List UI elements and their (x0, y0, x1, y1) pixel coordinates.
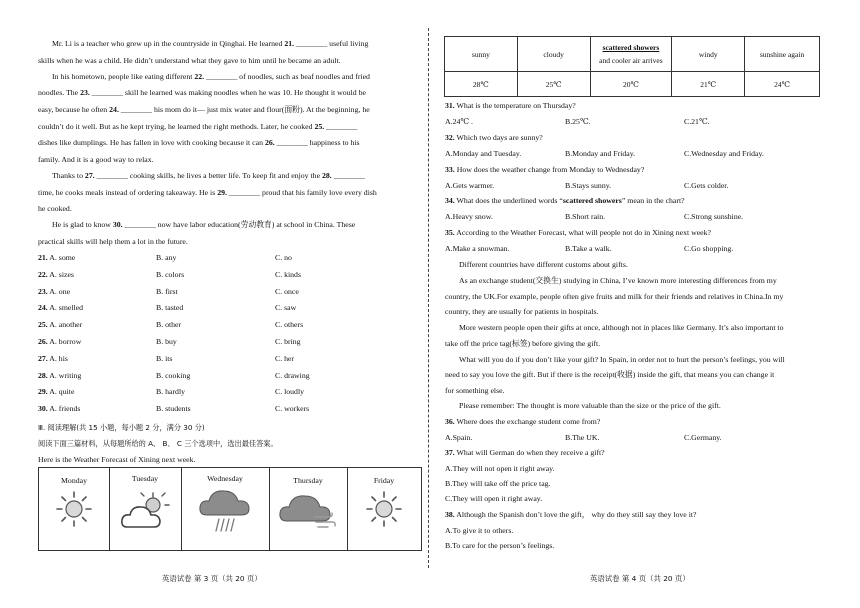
option-b: B. other (156, 320, 182, 330)
option-c: C.Germany. (684, 433, 722, 442)
question-32: 32. Which two days are sunny? (445, 133, 543, 142)
question-38: 38. Although the Spanish don’t love the gift， why do they still say they love it? (445, 510, 697, 519)
temp-cell: 24℃ (745, 72, 820, 97)
option-c: C.21℃. (684, 117, 710, 126)
option-b: B. tasted (156, 303, 184, 313)
option-a: A.24℃ . (445, 117, 473, 126)
passage-line: family. And it is a good way to relax. (38, 155, 154, 164)
condition-cell: windy (672, 37, 745, 72)
option-a: 26. A. borrow (38, 337, 82, 346)
option-c: C. no (275, 253, 292, 262)
option-a: 22. A. sizes (38, 269, 74, 279)
page-divider (428, 28, 429, 568)
sunny-icon (54, 489, 94, 529)
temp-cell: 21℃ (672, 72, 745, 97)
question-34: 34. What does the underlined words “scattered showers” mean in the chart? (445, 196, 685, 205)
option-b: B. buy (156, 337, 177, 346)
right-page (430, 0, 860, 608)
option-a: A.They will not open it right away. (445, 464, 555, 473)
option-b: B.They will take off the price tag. (445, 479, 551, 488)
option-a: 24. A. smelled (38, 303, 84, 313)
weather-table (444, 36, 820, 97)
forecast-cell-wednesday (181, 468, 270, 550)
passage-line: dishes like dumplings. He has fallen in love with cooking because it can 26. ________ happiness to his (38, 138, 360, 147)
day-label: Monday (61, 476, 87, 485)
page-footer: 英语试卷 第 3 页（共 20 页） (162, 574, 262, 583)
passage-line: easy, because he often 24. ________ his mom do it— just mix water and flour(面粉). At the beginning, he (38, 105, 370, 114)
temp-cell: 25℃ (517, 72, 590, 97)
left-page (0, 0, 428, 608)
option-c: C.Go shopping. (684, 244, 734, 253)
option-c: C.Gets colder. (684, 181, 729, 190)
passage-line: country, they are usually for patients in hospitals. (445, 307, 599, 316)
forecast-cell-thursday (269, 468, 348, 550)
condition-cell: sunny (445, 37, 518, 72)
question-31: 31. What is the temperature on Thursday? (445, 101, 576, 110)
option-a: 28. A. writing (38, 370, 82, 380)
forecast-cell-friday (347, 468, 421, 550)
option-a: 21. A. some (38, 253, 76, 262)
passage-line: time, he cooks meals instead of ordering takeaway. He is 29. ________ proud that his family love every dish (38, 188, 377, 197)
weather-forecast-box (38, 467, 422, 551)
option-a: A.Monday and Tuesday. (445, 149, 522, 158)
option-c: C.Strong sunshine. (684, 212, 744, 221)
section-instruction: 阅读下面三篇材料，从每题所给的 A、 B、 C 三个选项中，选出最佳答案。 (38, 439, 278, 448)
option-b: B.The UK. (565, 433, 600, 442)
day-label: Wednesday (207, 474, 243, 483)
option-c: C. drawing (275, 370, 310, 380)
underlined-condition: scattered showers (602, 43, 660, 52)
weather-intro: Here is the Weather Forecast of Xining next week. (38, 455, 196, 464)
condition-cell: sunshine again (745, 37, 820, 72)
passage-line: noodles. The 23. ________ skill he learned was making noodles when he was 10. He thought it would be (38, 88, 366, 97)
passage-line: More western people open their gifts at once, although not in places like Germany. It’s also important to (459, 323, 784, 332)
option-c: C. bring (275, 337, 301, 346)
passage-line: As an exchange student(交换生) studying in China, I’ve known more interesting differences from my (459, 276, 777, 285)
day-label: Tuesday (131, 474, 159, 483)
forecast-cell-monday (39, 468, 110, 550)
question-36: 36. Where does the exchange student come from? (445, 417, 601, 426)
option-b: B. colors (156, 269, 185, 279)
option-b: B. its (156, 353, 173, 363)
option-c: C.They will open it right away. (445, 494, 543, 503)
passage-line: Different countries have different customs about gifts. (459, 260, 628, 269)
option-a: A.Make a snowman. (445, 244, 510, 253)
passage-line: need to say you love the gift. But if there is the receipt(收据) inside the gift, that means you can change it (445, 370, 775, 379)
option-a: 30. A. friends (38, 404, 81, 414)
option-b: B.25℃. (565, 117, 591, 126)
option-a: A.Gets warmer. (445, 181, 495, 190)
passage-line: He is glad to know 30. ________ now have labor education(劳动教育) at school in China. These (52, 220, 356, 229)
option-a: 23. A. one (38, 286, 71, 296)
day-label: Thursday (293, 476, 323, 485)
sunny-icon (364, 489, 404, 529)
passage-line: Mr. Li is a teacher who grew up in the countryside in Qinghai. He learned 21. ________ useful living (52, 39, 369, 48)
question-35: 35. According to the Weather Forecast, what will people not do in Xining next week? (445, 228, 711, 237)
option-b: B.Take a walk. (565, 244, 612, 253)
page-footer: 英语试卷 第 4 页（共 20 页） (590, 574, 690, 583)
option-a: 25. A. another (38, 320, 83, 330)
temp-cell: 28℃ (445, 72, 518, 97)
condition-cell: scattered showers and cooler air arrives (590, 37, 672, 72)
option-c: C.Wednesday and Friday. (684, 149, 764, 158)
option-a: A.Spain. (445, 433, 473, 442)
partly-cloudy-icon (119, 491, 171, 531)
condition-cell: cloudy (517, 37, 590, 72)
option-b: B. any (156, 253, 177, 262)
section-title: Ⅲ. 阅读理解(共 15 小题，每小题 2 分，满分 30 分) (38, 423, 205, 432)
passage-line: Please remember: The thought is more valuable than the size or the price of the gift. (459, 401, 721, 410)
option-c: C. once (275, 286, 299, 296)
option-b: B.To care for the person’s feelings. (445, 541, 555, 550)
option-b: B. cooking (156, 370, 191, 380)
passage-line: In his hometown, people like eating different 22. ________ of noodles, such as beaf noodles and fried (52, 72, 370, 81)
passage-line: he cooked. (38, 204, 72, 213)
option-b: B.Short rain. (565, 212, 606, 221)
option-a: 29. A. quite (38, 387, 75, 397)
option-b: B.Stays sunny. (565, 181, 612, 190)
option-a: 27. A. his (38, 353, 68, 363)
day-label: Friday (373, 476, 395, 485)
option-b: B. students (156, 404, 191, 414)
option-c: C. her (275, 353, 295, 363)
passage-line: country, the UK.For example, people often give fruits and milk for their friends and relatives in China.In my (445, 292, 784, 301)
option-c: C. workers (275, 404, 310, 414)
passage-line: for something else. (445, 386, 505, 395)
question-37: 37. What will German do when they receive a gift? (445, 448, 605, 457)
option-a: A.Heavy snow. (445, 212, 493, 221)
temp-cell: 20℃ (590, 72, 672, 97)
passage-line: practical skills will help them a lot in the future. (38, 237, 188, 246)
windy-cloud-icon (278, 489, 338, 533)
passage-line: take off the price tag(标签) before giving the gift. (445, 339, 601, 348)
forecast-cell-tuesday (109, 468, 182, 550)
option-b: B.Monday and Friday. (565, 149, 636, 158)
passage-line: What will you do if you don’t like your gift? In Spain, in order not to hurt the person’s feelings, you will (459, 355, 785, 364)
option-c: C. loudly (275, 387, 305, 397)
option-c: C. saw (275, 303, 297, 313)
option-c: C. kinds (275, 269, 301, 279)
option-a: A.To give it to others. (445, 526, 514, 535)
option-c: C. others (275, 320, 304, 330)
rain-cloud-icon (197, 485, 253, 537)
option-b: B. first (156, 286, 178, 296)
option-b: B. hardly (156, 387, 186, 397)
passage-line: skills when he was a child. He didn’t understand what they gave to him until he became an adult. (38, 56, 341, 65)
passage-line: Thanks to 27. ________ cooking skills, he lives a better life. To keep fit and enjoy the 28. ________ (52, 171, 365, 180)
passage-line: couldn’t do it well. But as he kept trying, he learned the right methods. Later, he cooked 25. ________ (38, 122, 358, 131)
question-33: 33. How does the weather change from Monday to Wednesday? (445, 165, 645, 174)
